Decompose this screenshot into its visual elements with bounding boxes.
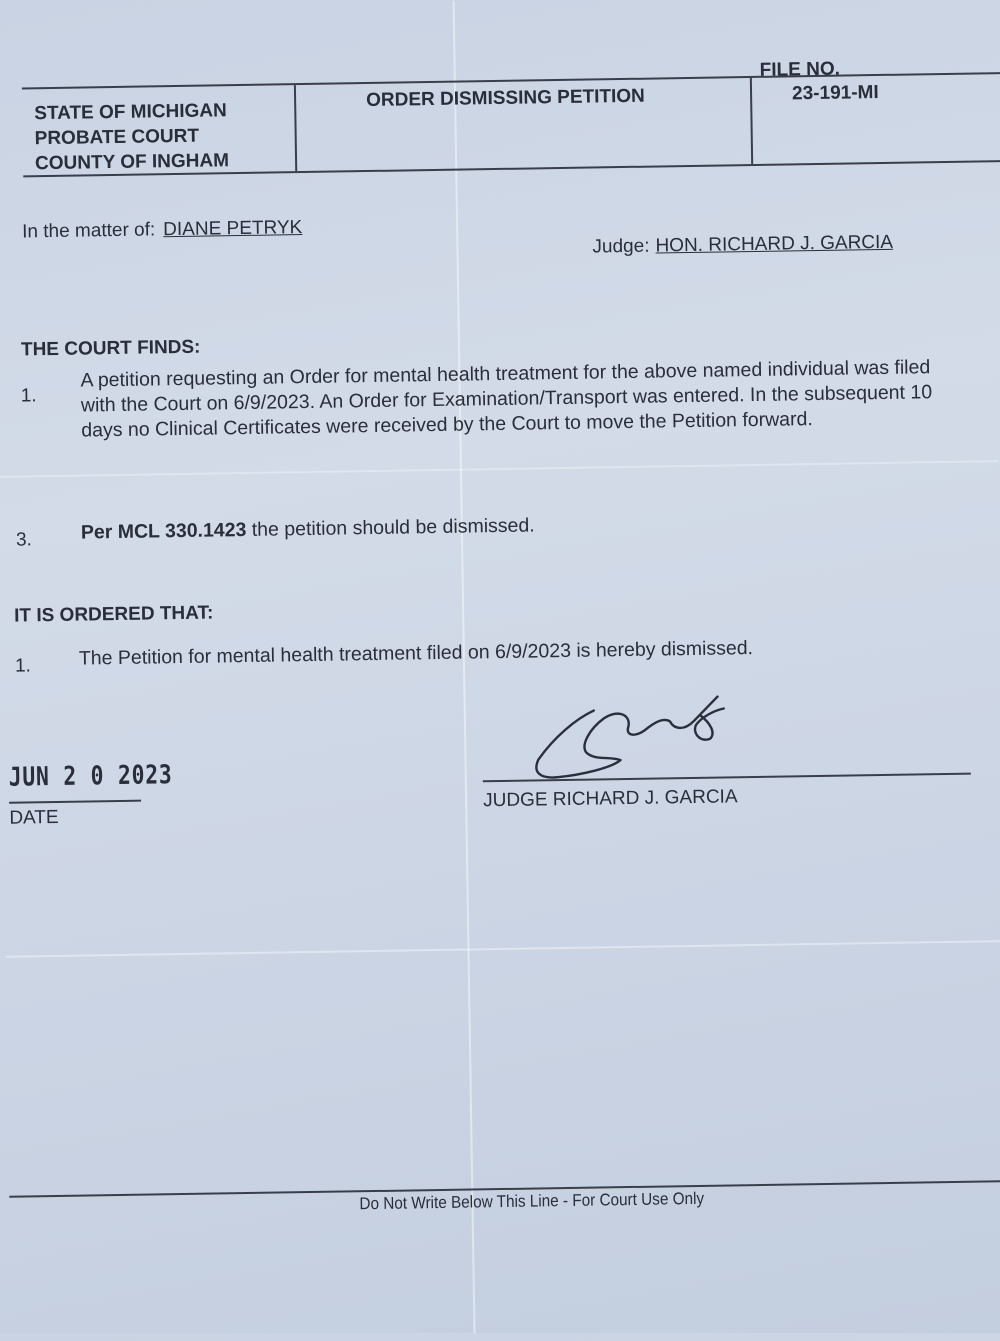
orders-heading: IT IS ORDERED THAT: [14, 602, 214, 627]
judge-label: Judge: [592, 235, 650, 258]
matter-name: DIANE PETRYK [163, 217, 303, 241]
order-text: The Petition for mental health treatment filed on 6/9/2023 is hereby dismissed. [78, 637, 754, 670]
fold-crease-horizontal-upper [0, 460, 998, 478]
file-number: 23-191-MI [791, 81, 879, 105]
statute-citation: Per MCL 330.1423 [80, 518, 247, 544]
court-state: STATE OF MICHIGAN [34, 100, 227, 125]
caption-box [22, 58, 1000, 178]
matter-label: In the matter of: [21, 219, 156, 243]
fold-crease-horizontal [6, 940, 1000, 958]
finding-conclusion: the petition should be dismissed. [246, 514, 535, 541]
caption-divider [294, 85, 297, 171]
finding-number: 3. [15, 529, 33, 551]
court-use-note: Do Not Write Below This Line - For Court Use Only [359, 1188, 705, 1214]
court-identification [34, 98, 229, 176]
judge-name: HON. RICHARD J. GARCIA [655, 231, 894, 257]
date-line [9, 800, 141, 804]
date-label: DATE [9, 806, 59, 829]
judge-line [592, 232, 893, 259]
signer-name: JUDGE RICHARD J. GARCIA [482, 786, 738, 812]
court-county: COUNTY OF INGHAM [34, 150, 230, 175]
court-type: PROBATE COURT [34, 125, 200, 150]
date-stamp: JUN 2 0 2023 [8, 760, 173, 793]
finding-text [81, 507, 941, 546]
finding-text: A petition requesting an Order for mental health treatment for the above named individual was filed with the Court on 6/9/2023. An Order for Examination/Transport was entered. In the subsequent 10 days no Clinical Certificates were received by the Court to move the Petition forward. [80, 356, 933, 442]
document-title: ORDER DISMISSING PETITION [365, 85, 645, 112]
file-number-label: FILE NO. [759, 58, 841, 81]
caption-divider [750, 78, 753, 164]
judge-signature [523, 686, 745, 789]
order-number: 1. [14, 655, 32, 677]
findings-heading: THE COURT FINDS: [20, 336, 201, 361]
fold-crease-vertical [453, 1, 476, 1334]
matter-line [22, 217, 302, 243]
finding-number: 1. [20, 385, 37, 407]
